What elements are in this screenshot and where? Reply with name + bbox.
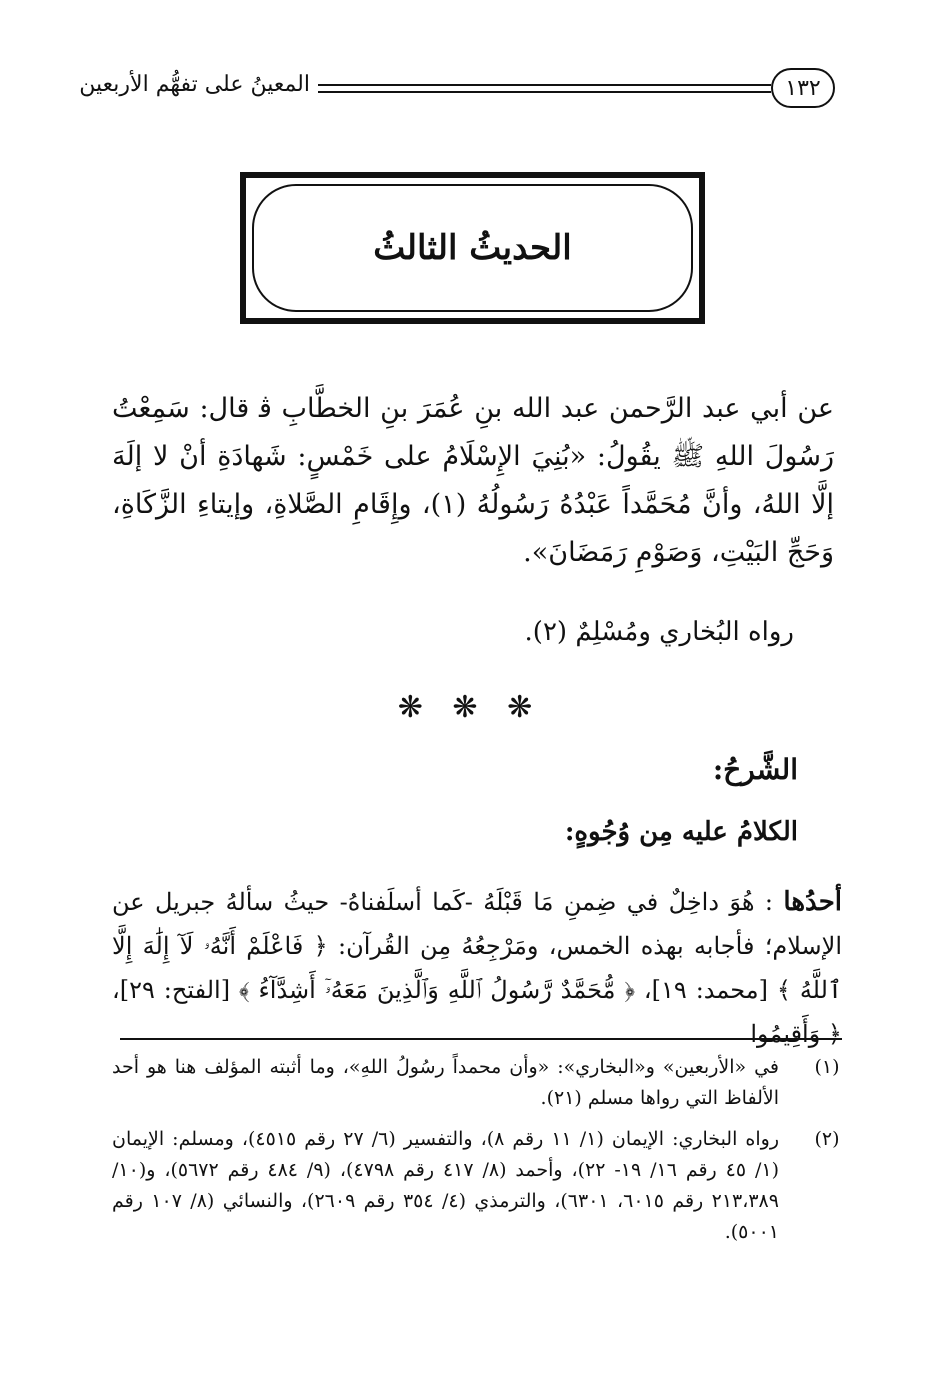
footnote-divider bbox=[120, 1038, 842, 1040]
footnote-text: رواه البخاري: الإيمان (١/ ١١ رقم ٨)، والتفسير (٦/ ٢٧ رقم ٤٥١٥)، ومسلم: الإيمان (١/ ٤٥ رقم ١٦/ ١٩- ٢٢)، وأحمد (٨/ ٤١٧ رقم ٤٧٩٨)، (٩/ ٤٨٤ رقم ٥٦٧٢)، و(١٠/ ٢١٣،٣٨٩ رقم ٦٠١٥، ٦٣٠١)، والترمذي (٤/ ٣٥٤ رقم ٢٦٠٩)، والنسائي (٨/ ١٠٧ رقم ٥٠٠١). bbox=[112, 1128, 779, 1243]
kalam-heading: الكلامُ عليه مِن وُجُوهٍ: bbox=[564, 817, 798, 847]
first-point-label: أحدُها bbox=[783, 887, 842, 917]
chapter-title-inner-border bbox=[252, 184, 693, 312]
header-rule bbox=[318, 84, 771, 93]
footnote-1 bbox=[112, 1052, 847, 1114]
footnote-number: (١) bbox=[814, 1056, 840, 1078]
footnote-text: في «الأربعين» و«البخاري»: «وأن محمداً رسُولُ اللهِ»، وما أثبته المؤلف هنا هو أحد الألفاظ التي رواها مسلم (٢١). bbox=[112, 1056, 779, 1109]
first-point-text: : هُوَ داخِلٌ في ضِمنِ مَا قَبْلَهُ -كَما أسلَفناهُ- حيثُ سألهُ جبريل عن الإسلام؛ فأجابه بهذه الخمس، ومَرْجِعُهُ مِن القُرآن: ﴿ فَاعْلَمْ أَنَّهُۥ لَآ إِلَٰهَ إِلَّا ٱللَّهُ ﴾ [محمد: ١٩]، ﴿ مُّحَمَّدٌ رَّسُولُ ٱللَّهِ وَٱلَّذِينَ مَعَهُۥٓ أَشِدَّآءُ ﴾ [الفتح: ٢٩]، ﴿ وَأَقِيمُوا bbox=[112, 888, 843, 1048]
running-title: المعينُ على تفهُّم الأربعين bbox=[79, 72, 310, 97]
section-separator: ❋ ❋ ❋ bbox=[397, 690, 543, 725]
footnote-2 bbox=[112, 1124, 847, 1248]
footnote-number: (٢) bbox=[814, 1128, 840, 1150]
page-number: ١٣٢ bbox=[771, 68, 835, 108]
chapter-title: الحديثُ الثالثُ bbox=[373, 228, 572, 268]
narration-source: رواه البُخاري ومُسْلِمٌ (٢). bbox=[524, 617, 794, 647]
first-point-paragraph bbox=[112, 880, 842, 1056]
hadith-text: عن أبي عبد الرَّحمن عبد الله بنِ عُمَرَ بنِ الخطَّابِ ﭬ قال: سَمِعْتُ رَسُولَ اللهِ ﷺ يقُولُ: «بُنِيَ الإِسْلَامُ على خَمْسٍ: شَهادَةِ أنْ لا إلَهَ إلَّا اللهُ، وأنَّ مُحَمَّداً عَبْدُهُ رَسُولُهُ (١)، وإِقَامِ الصَّلاةِ، وإيتاءِ الزَّكَاةِ، وَحَجِّ البَيْتِ، وَصَوْمِ رَمَضَانَ». bbox=[112, 393, 834, 568]
page-header bbox=[79, 68, 835, 110]
chapter-title-frame bbox=[240, 172, 705, 324]
sharh-heading: الشَّرحُ: bbox=[712, 753, 798, 786]
footnotes bbox=[112, 1052, 847, 1258]
